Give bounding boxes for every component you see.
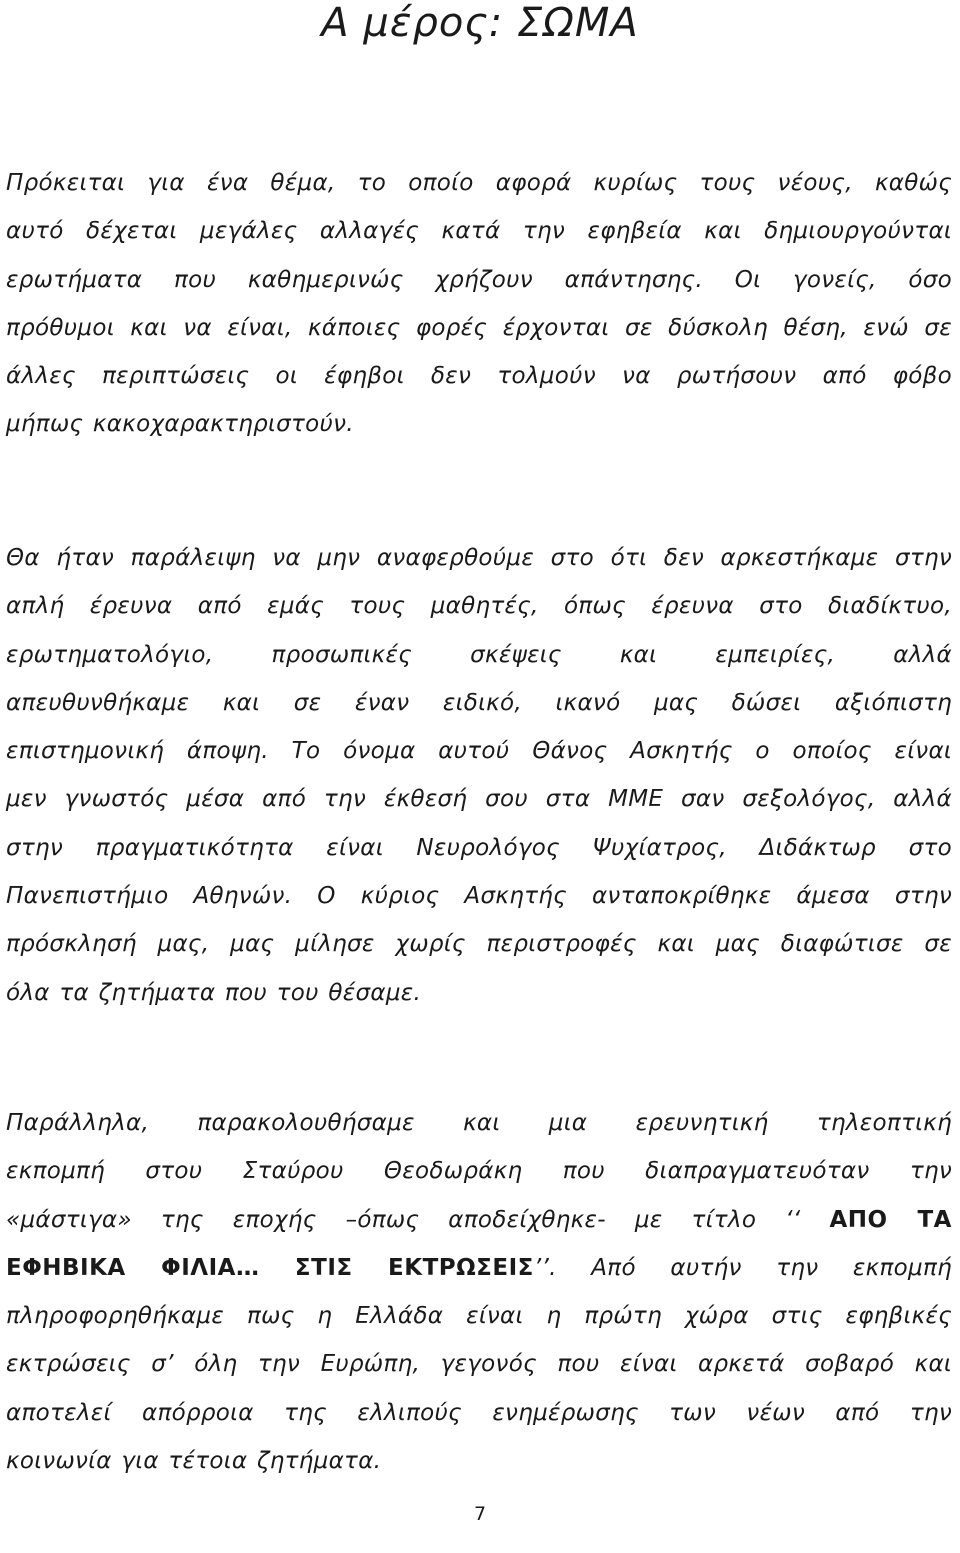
paragraph-line: εκπομπή στου Σταύρου Θεοδωράκη που διαπραγματευόταν την <box>6 1158 952 1185</box>
paragraph-line: Θα ήταν παράλειψη να μην αναφερθούμε στο ότι δεν αρκεστήκαμε στην <box>6 545 952 571</box>
paragraph-line: επιστημονική άποψη. Το όνομα αυτού Θάνος Ασκητής ο οποίος είναι <box>6 738 952 765</box>
show-title-part-1: ΑΠΟ ΤΑ <box>829 1206 952 1233</box>
paragraph-line: άλλες περιπτώσεις οι έφηβοι δεν τολμούν να ρωτήσουν από φόβο <box>6 363 952 390</box>
paragraph-line: αυτό δέχεται μεγάλες αλλαγές κατά την εφηβεία και δημιουργούνται <box>6 218 952 245</box>
paragraph-line: πληροφορηθήκαμε πως η Ελλάδα είναι η πρώτη χώρα στις εφηβικές <box>6 1303 952 1330</box>
page-title: Α μέρος: ΣΩΜΑ <box>321 0 639 46</box>
paragraph-line <box>6 1244 952 1292</box>
paragraph-expert <box>6 534 952 1017</box>
paragraph-line: κοινωνία για τέτοια ζητήματα. <box>6 1448 382 1475</box>
paragraph-text: ’’. Από αυτήν την εκπομπή <box>533 1254 952 1281</box>
paragraph-line: ερωτηματολόγιο, προσωπικές σκέψεις και εμπειρίες, αλλά <box>6 641 952 668</box>
paragraph-line: στην πραγματικότητα είναι Νευρολόγος Ψυχίατρος, Διδάκτωρ στο <box>6 834 952 861</box>
paragraph-line: αποτελεί απόρροια της ελλιπούς ενημέρωσης των νέων από την <box>6 1399 952 1426</box>
paragraph-line: εκτρώσεις σ’ όλη την Ευρώπη, γεγονός που είναι αρκετά σοβαρό και <box>6 1351 952 1378</box>
paragraph-line: ερωτήματα που καθημερινώς χρήζουν απάντησης. Οι γονείς, όσο <box>6 266 952 293</box>
paragraph-line: απευθυνθήκαμε και σε έναν ειδικό, ικανό μας δώσει αξιόπιστη <box>6 689 952 716</box>
paragraph-line: μήπως κακοχαρακτηριστούν. <box>6 411 354 438</box>
paragraph-text: «μάστιγα» της εποχής –όπως αποδείχθηκε- με τίτλο ‘‘ <box>6 1206 801 1233</box>
paragraph-line: απλή έρευνα από εμάς τους μαθητές, όπως έρευνα στο διαδίκτυο, <box>6 593 952 620</box>
paragraph-line: μεν γνωστός μέσα από την έκθεσή σου στα ΜΜΕ σαν σεξολόγος, αλλά <box>6 786 952 813</box>
page-number: 7 <box>473 1503 487 1525</box>
show-title-part-2: ΕΦΗΒΙΚΑ ΦΙΛΙΑ… ΣΤΙΣ ΕΚΤΡΩΣΕΙΣ <box>6 1254 534 1281</box>
paragraph-intro <box>6 159 952 449</box>
paragraph-line <box>6 1196 952 1244</box>
paragraph-line: πρόσκλησή μας, μας μίλησε χωρίς περιστροφές και μας διαφώτισε σε <box>6 931 952 958</box>
paragraph-line: Πρόκειται για ένα θέμα, το οποίο αφορά κυρίως τους νέους, καθώς <box>6 170 952 196</box>
paragraph-line: πρόθυμοι και να είναι, κάποιες φορές έρχονται σε δύσκολη θέση, ενώ σε <box>6 314 952 341</box>
paragraph-line: Πανεπιστήμιο Αθηνών. Ο κύριος Ασκητής ανταποκρίθηκε άμεσα στην <box>6 883 952 910</box>
paragraph-line: Παράλληλα, παρακολουθήσαμε και μια ερευνητική τηλεοπτική <box>6 1110 952 1136</box>
paragraph-line: όλα τα ζητήματα που του θέσαμε. <box>6 979 422 1006</box>
paragraph-tv-show <box>6 1099 952 1485</box>
